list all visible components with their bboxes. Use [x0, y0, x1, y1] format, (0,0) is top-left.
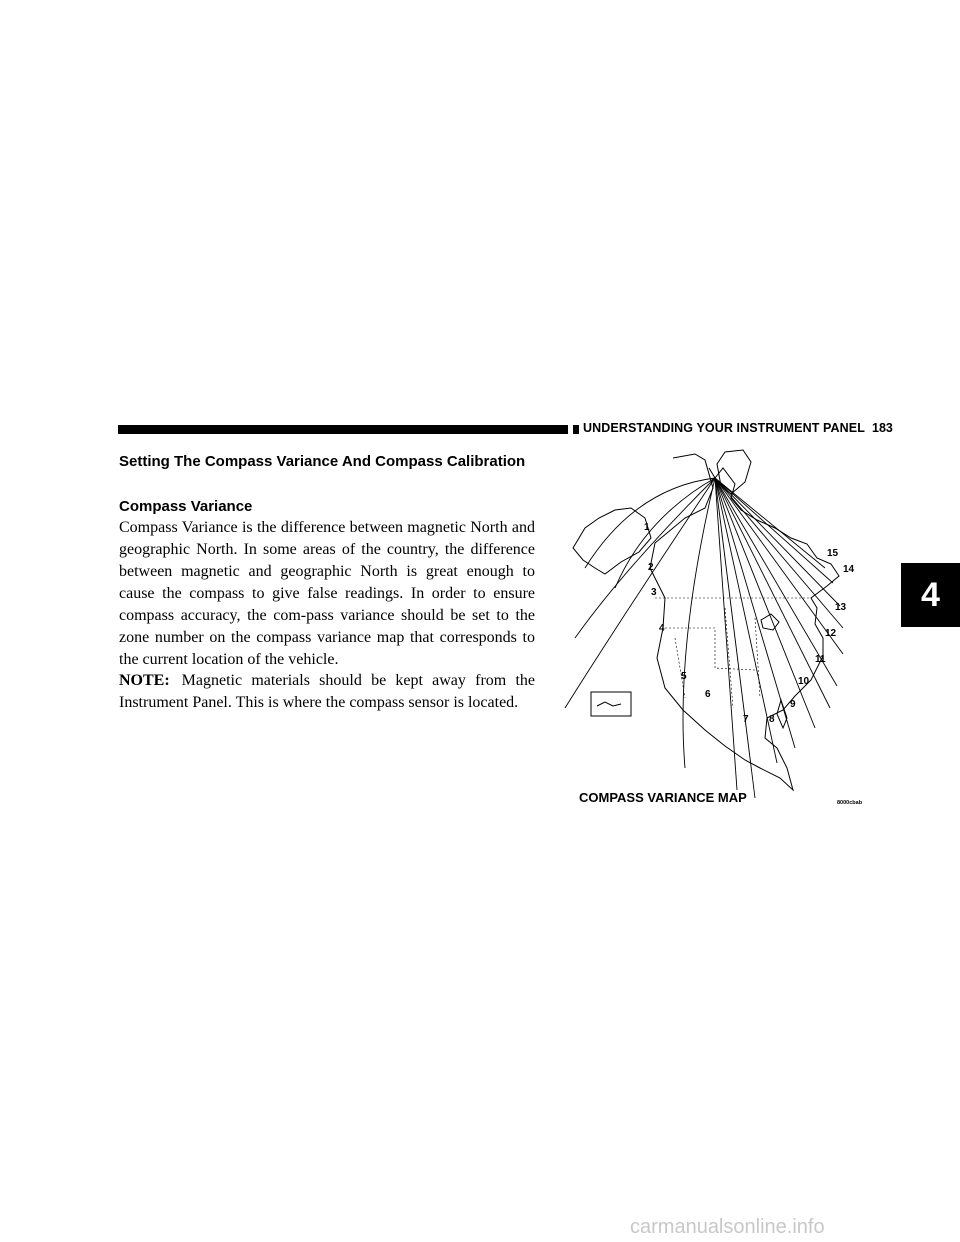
zone-label: 5 — [681, 671, 687, 682]
note-paragraph — [119, 670, 535, 714]
subsection-heading: Compass Variance — [119, 498, 253, 515]
zone-line — [715, 478, 833, 583]
zone-label: 8 — [769, 714, 775, 725]
border-line — [755, 618, 760, 698]
border-line — [665, 628, 755, 670]
zone-label: 2 — [648, 562, 654, 573]
figure-code: 8000cbab — [837, 800, 863, 806]
compass-variance-map — [555, 448, 900, 818]
figure-caption: COMPASS VARIANCE MAP — [579, 790, 747, 805]
zone-label: 15 — [827, 548, 839, 559]
zone-label: 3 — [651, 587, 657, 598]
zone-label: 12 — [825, 628, 837, 639]
body-paragraph: Compass Variance is the difference between magnetic North and geographic North. In some areas of the country, the difference between magnetic and geographic North is great enough to cause the compass to give false readings. In order to ensure compass accuracy, the com-pass variance should be set to the zone number on the compass variance map that corresponds to the current location of the vehicle. — [119, 519, 535, 668]
zone-label: 6 — [705, 689, 711, 700]
border-line — [725, 608, 733, 708]
zone-label: 9 — [790, 699, 796, 710]
page-number: 183 — [872, 421, 893, 435]
zone-arc — [615, 478, 715, 588]
map-drawing — [555, 448, 900, 818]
chapter-tab: 4 — [901, 563, 960, 627]
header-rule — [118, 425, 568, 434]
alaska-outline — [573, 508, 651, 574]
header-rule-mark — [573, 425, 579, 434]
zone-label: 13 — [835, 602, 847, 613]
zone-label: 4 — [659, 623, 665, 634]
watermark: carmanualsonline.info — [630, 1216, 825, 1238]
running-header: UNDERSTANDING YOUR INSTRUMENT PANEL — [583, 421, 865, 435]
zone-label: 7 — [743, 714, 749, 725]
section-heading: Setting The Compass Variance And Compass Calibration — [119, 453, 526, 470]
note-text: Magnetic materials should be kept away from the Instrument Panel. This is where the compass sensor is located. — [119, 672, 535, 711]
zone-line — [715, 478, 755, 798]
zone-label: 10 — [798, 676, 810, 687]
zone-arc — [575, 478, 715, 638]
zone-label: 11 — [815, 654, 826, 665]
zone-arc — [585, 478, 715, 568]
hawaii-islands — [597, 702, 621, 706]
zone-label: 14 — [843, 564, 855, 575]
note-label: NOTE: — [119, 672, 170, 689]
hawaii-inset-box — [591, 692, 631, 716]
zone-label: 1 — [644, 522, 650, 533]
